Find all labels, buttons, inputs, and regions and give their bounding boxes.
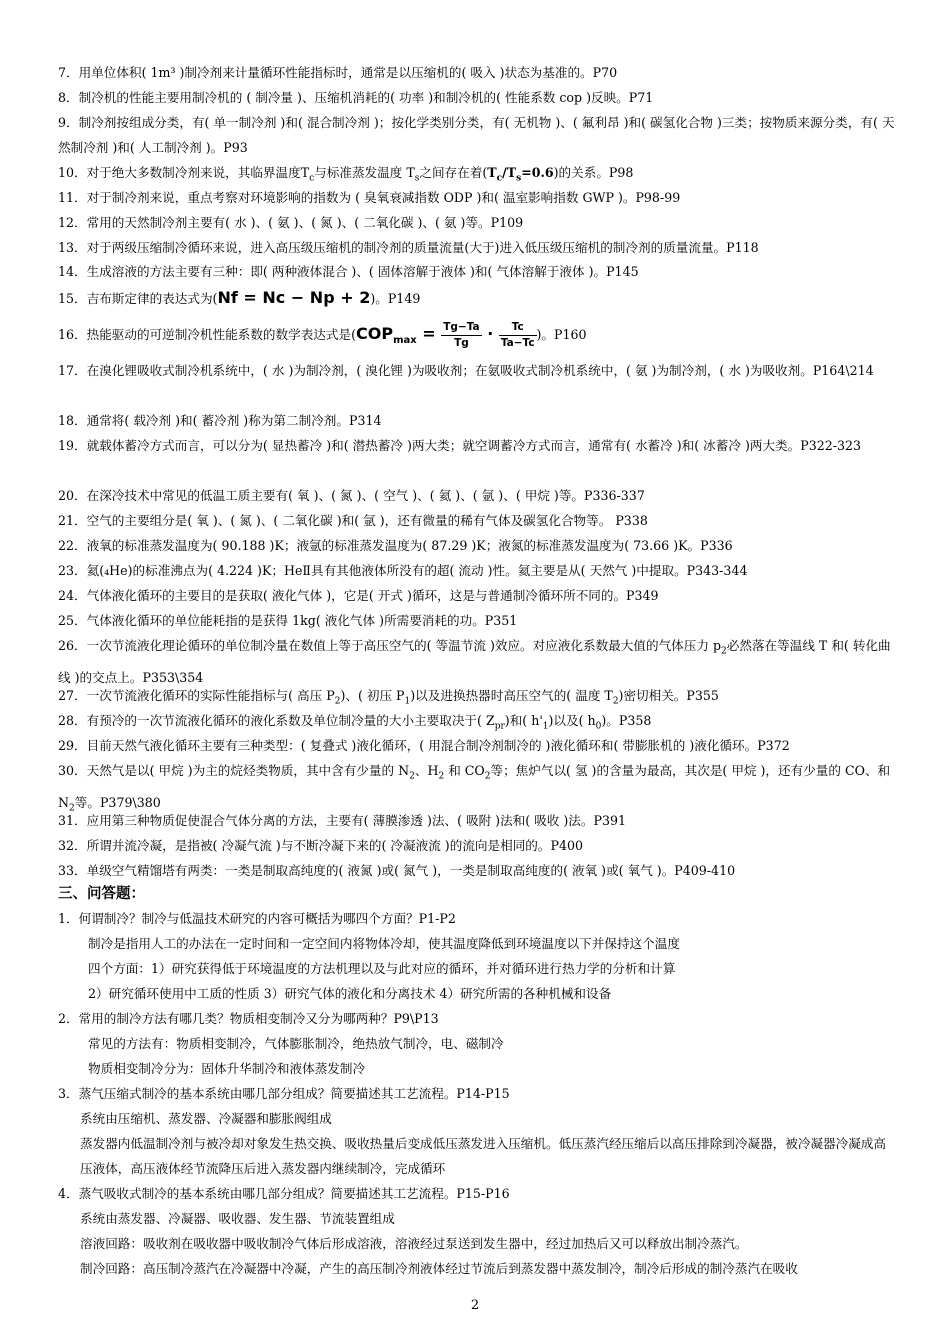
item-20: 20．在深冷技术中常见的低温工质主要有( 氧 )、( 氮 )、( 空气 )、( 氦 )、( 氩 )、( 甲烷 )等。P336-337: [58, 488, 645, 503]
item-25: 25．气体液化循环的单位能耗指的是获得 1kg( 液化气体 )所需要消耗的功。P351: [58, 613, 518, 628]
item-19: 19．就载体蓄冷方式而言，可以分为( 显热蓄冷 )和( 潜热蓄冷 )两大类；就空调蓄冷方式而言，通常有( 水蓄冷 )和( 冰蓄冷 )两大类。P322-323: [58, 438, 862, 453]
answer-4-line-1: 系统由蒸发器、冷凝器、吸收器、发生器、节流装置组成: [80, 1211, 395, 1226]
question-2: 2．常用的制冷方法有哪几类？物质相变制冷又分为哪两种？P9\P13: [58, 1011, 439, 1026]
item-11: 11．对于制冷剂来说，重点考察对环境影响的指数为 ( 臭氧衰减指数 ODP )和( 温室影响指数 GWP )。P98-99: [58, 190, 681, 205]
answer-3-line-1: 系统由压缩机、蒸发器、冷凝器和膨胀阀组成: [80, 1111, 332, 1126]
item-8: 8．制冷机的性能主要用制冷机的 ( 制冷量 )、压缩机消耗的( 功率 )和制冷机的( 性能系数 cop )反映。P71: [58, 90, 654, 105]
cop-formula: $COP_{max}$ =: [356, 324, 442, 347]
item-7: 7．用单位体积( 1m³ )制冷剂来计量循环性能指标时，通常是以压缩机的( 吸入 )状态为基准的。P70: [58, 65, 618, 80]
question-3: 3．蒸气压缩式制冷的基本系统由哪几部分组成？简要描述其工艺流程。P14-P15: [58, 1086, 510, 1101]
answer-4-line-3: 制冷回路：高压制冷蒸汽在冷凝器中冷凝，产生的高压制冷剂液体经过节流后到蒸发器中蒸发制冷，制冷后形成的制冷蒸汽在吸收: [80, 1261, 798, 1276]
fraction-2: $\frac{Tc}{Ta-Tc}$: [500, 321, 535, 349]
item-26: 26．一次节流液化理论循环的单位制冷量在数值上等于高压空气的( 等温节流 )效应。对应液化系数最大值的气体压力 $p_2$必然落在等温线 T 和( 转化曲线 )的交点上。P353\354: [58, 638, 891, 685]
section-title: 三、问答题：: [58, 885, 145, 902]
item-27: 27．一次节流液化循环的实际性能指标与( 高压 $P_2$)、( 初压 $P_1$)以及进换热器时高压空气的( 温度 $T_2$)密切相关。P355: [58, 688, 719, 707]
item-16: 16．热能驱动的可逆制冷机性能系数的数学表达式是($COP_{max}$ = $\frac{Tg-Ta}{Tg}$ · $\frac{Tc}{Ta-Tc}$ )。P160: [58, 321, 587, 349]
item-21: 21．空气的主要组分是( 氧 )、( 氮 )、( 二氧化碳 )和( 氩 )，还有微量的稀有气体及碳氢化合物等。 P338: [58, 513, 648, 528]
answer-3-line-2: 蒸发器内低温制冷剂与被冷却对象发生热交换、吸收热量后变成低压蒸发进入压缩机。低压蒸汽经压缩后以高压排除到冷凝器，被冷凝器冷凝成高压液体，高压液体经节流降压后进入蒸发器内继续制冷，完成循环: [80, 1136, 886, 1176]
item-23: 23．氦(₄He)的标准沸点为( 4.224 )K；HeⅡ具有其他液体所没有的超( 流动 )性。氦主要是从( 天然气 )中提取。P343-344: [58, 563, 748, 578]
item-15: 15．吉布斯定律的表达式为(Nf = Nc − Np + 2)。P149: [58, 288, 421, 307]
item-33: 33．单级空气精馏塔有两类：一类是制取高纯度的( 液氮 )或( 氮气 )，一类是制取高纯度的( 液氧 )或( 氧气 )。P409-410: [58, 863, 736, 878]
item-24: 24．气体液化循环的主要目的是获取( 液化气体 )，它是( 开式 )循环，这是与普通制冷循环所不同的。P349: [58, 588, 659, 603]
item-10: 10．对于绝大多数制冷剂来说，其临界温度$T_c$与标准蒸发温度 $T_s$之间存在着$(T_c/T_s=0.6)$的关系。P98: [58, 165, 634, 184]
item-32: 32．所谓并流冷凝，是指被( 冷凝气流 )与不断冷凝下来的( 冷凝液流 )的流向是相同的。P400: [58, 838, 583, 853]
question-1: 1．何谓制冷？制冷与低温技术研究的内容可概括为哪四个方面？P1-P2: [58, 911, 456, 926]
fraction-1: $\frac{Tg-Ta}{Tg}$: [443, 321, 480, 349]
item-30: 30．天然气是以( 甲烷 )为主的烷烃类物质，其中含有少量的 $N_2$、$H_2$ 和 $CO_2$等；焦炉气以( 氢 )的含量为最高，其次是( 甲烷 )，还有少量的 CO、和 $N_2$等。P379\380: [58, 763, 891, 814]
answer-1-line-2: 四个方面：1）研究获得低于环境温度的方法机理以及与此对应的循环，并对循环进行热力学的分析和计算: [88, 961, 676, 976]
item-17: 17．在溴化锂吸收式制冷机系统中，( 水 )为制冷剂，( 溴化锂 )为吸收剂；在氨吸收式制冷机系统中，( 氨 )为制冷剂，( 水 )为吸收剂。P164\214: [58, 363, 874, 378]
answer-1-line-1: 制冷是指用人工的办法在一定时间和一定空间内将物体冷却，使其温度降低到环境温度以下并保持这个温度: [88, 936, 680, 951]
answer-4-line-2: 溶液回路：吸收剂在吸收器中吸收制冷气体后形成溶液，溶液经过泵送到发生器中，经过加热后又可以释放出制冷蒸汽。: [80, 1236, 748, 1251]
item-29: 29．目前天然气液化循环主要有三种类型：( 复叠式 )液化循环，( 用混合制冷剂制冷的 )液化循环和( 带膨胀机的 )液化循环。P372: [58, 738, 790, 753]
answer-2-line-2: 物质相变制冷分为：固体升华制冷和液体蒸发制冷: [88, 1061, 366, 1076]
item-13: 13．对于两级压缩制冷循环来说，进入高压级压缩机的制冷剂的质量流量(大于)进入低压级压缩机的制冷剂的质量流量。P118: [58, 240, 759, 255]
question-4: 4．蒸气吸收式制冷的基本系统由哪几部分组成？简要描述其工艺流程。P15-P16: [58, 1186, 510, 1201]
item-9: 9．制冷剂按组成分类，有( 单一制冷剂 )和( 混合制冷剂 )；按化学类别分类，有( 无机物 )、( 氟利昂 )和( 碳氢化合物 )三类；按物质来源分类，有( 天然制冷剂 )和( 人工制冷剂 )。P93: [58, 115, 895, 155]
page-number: 2: [470, 1298, 480, 1313]
item-22: 22．液氧的标准蒸发温度为( 90.188 )K；液氩的标准蒸发温度为( 87.29 )K；液氮的标准蒸发温度为( 73.66 )K。P336: [58, 538, 733, 553]
item-18: 18．通常将( 载冷剂 )和( 蓄冷剂 )称为第二制冷剂。P314: [58, 413, 382, 428]
answer-1-line-3: 2）研究循环使用中工质的性质 3）研究气体的液化和分离技术 4）研究所需的各种机械和设备: [88, 986, 612, 1001]
item-31: 31．应用第三种物质促使混合气体分离的方法，主要有( 薄膜渗透 )法、( 吸附 )法和( 吸收 )法。P391: [58, 813, 627, 828]
item-28: 28．有预冷的一次节流液化循环的液化系数及单位制冷量的大小主要取决于( $Z_{pr}$)和( $h'_1$)以及( $h_0$)。P358: [58, 713, 652, 732]
gibbs-formula: Nf = Nc − Np + 2: [217, 288, 371, 307]
answer-2-line-1: 常见的方法有：物质相变制冷，气体膨胀制冷，绝热放气制冷，电、磁制冷: [88, 1036, 504, 1051]
item-12: 12．常用的天然制冷剂主要有( 水 )、( 氨 )、( 氮 )、( 二氧化碳 )、( 氨 )等。P109: [58, 215, 524, 230]
item-14: 14．生成溶液的方法主要有三种：即( 两种液体混合 )、( 固体溶解于液体 )和( 气体溶解于液体 )。P145: [58, 264, 639, 279]
